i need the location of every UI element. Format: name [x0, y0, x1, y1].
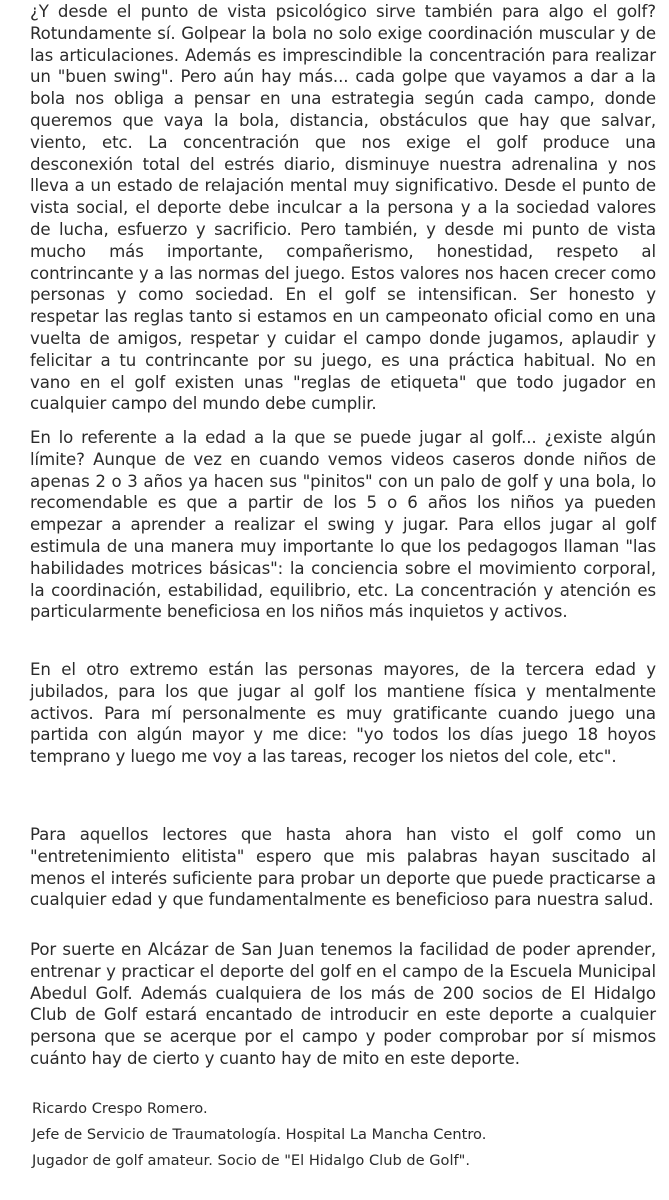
- author-affiliation: Jugador de golf amateur. Socio de "El Hidalgo Club de Golf".: [32, 1152, 471, 1169]
- paragraph-readers: Para aquellos lectores que hasta ahora han visto el golf como un "entretenimiento elitista" espero que mis palabras hayan suscitado al menos el interés suficiente para probar un deporte que puede practicarse a cualquier edad y que fundamentalmente es beneficioso para nuestra salud.: [30, 825, 656, 910]
- paragraph-elderly: En el otro extremo están las personas mayores, de la tercera edad y jubilados, para los que jugar al golf los mantiene física y mentalmente activos. Para mí personalmente es muy gratificante cuando juego una partida con algún mayor y me dice: "yo todos los días juego 18 hoyos temprano y luego me voy a las tareas, recoger los nietos del cole, etc".: [30, 660, 656, 767]
- author-position: Jefe de Servicio de Traumatología. Hospital La Mancha Centro.: [32, 1126, 487, 1143]
- paragraph-alcazar: Por suerte en Alcázar de San Juan tenemos la facilidad de poder aprender, entrenar y practicar el deporte del golf en el campo de la Escuela Municipal Abedul Golf. Además cualquiera de los más de 200 socios de El Hidalgo Club de Golf estará encantado de introducir en este deporte a cualquier persona que se acerque por el campo y poder comprobar por sí mismos cuánto hay de cierto y cuanto hay de mito en este deporte.: [30, 940, 656, 1068]
- author-signature: [32, 1096, 486, 1174]
- paragraph-age-children: En lo referente a la edad a la que se puede jugar al golf... ¿existe algún límite? Aunque de vez en cuando vemos videos caseros donde niños de apenas 2 o 3 años ya hacen sus "pinitos" con un palo de golf y una bola, lo recomendable es que a partir de los 5 o 6 años los niños ya pueden empezar a aprender a realizar el swing y jugar. Para ellos jugar al golf estimula de una manera muy importante lo que los pedagogos llaman "las habilidades motrices básicas": la conciencia sobre el movimiento corporal, la coordinación, estabilidad, equilibrio, etc. La concentración y atención es particularmente beneficiosa en los niños más inquietos y activos.: [30, 428, 656, 622]
- paragraph-psychology: ¿Y desde el punto de vista psicológico sirve también para algo el golf? Rotundamente sí. Golpear la bola no solo exige coordinación muscular y de las articulaciones. Además es imprescindible la concentración para realizar un "buen swing". Pero aún hay más... cada golpe que vayamos a dar a la bola nos obliga a pensar en una estrategia según cada campo, donde queremos que vaya la bola, distancia, obstáculos que hay que salvar, viento, etc. La concentración que nos exige el golf produce una desconexión total del estrés diario, disminuye nuestra adrenalina y nos lleva a un estado de relajación mental muy significativo. Desde el punto de vista social, el deporte debe inculcar a la persona y a la sociedad valores de lucha, esfuerzo y sacrificio. Pero también, y desde mi punto de vista mucho más importante, compañerismo, honestidad, respeto al contrincante y a las normas del juego. Estos valores nos hacen crecer como personas y como sociedad. En el golf se intensifican. Ser honesto y respetar las reglas tanto si estamos en un campeonato oficial como en una vuelta de amigos, respetar y cuidar el campo donde jugamos, aplaudir y felicitar a tu contrincante por su juego, es una práctica habitual. No en vano en el golf existen unas "reglas de etiqueta" que todo jugador en cualquier campo del mundo debe cumplir.: [30, 2, 656, 414]
- author-name: Ricardo Crespo Romero.: [32, 1100, 208, 1117]
